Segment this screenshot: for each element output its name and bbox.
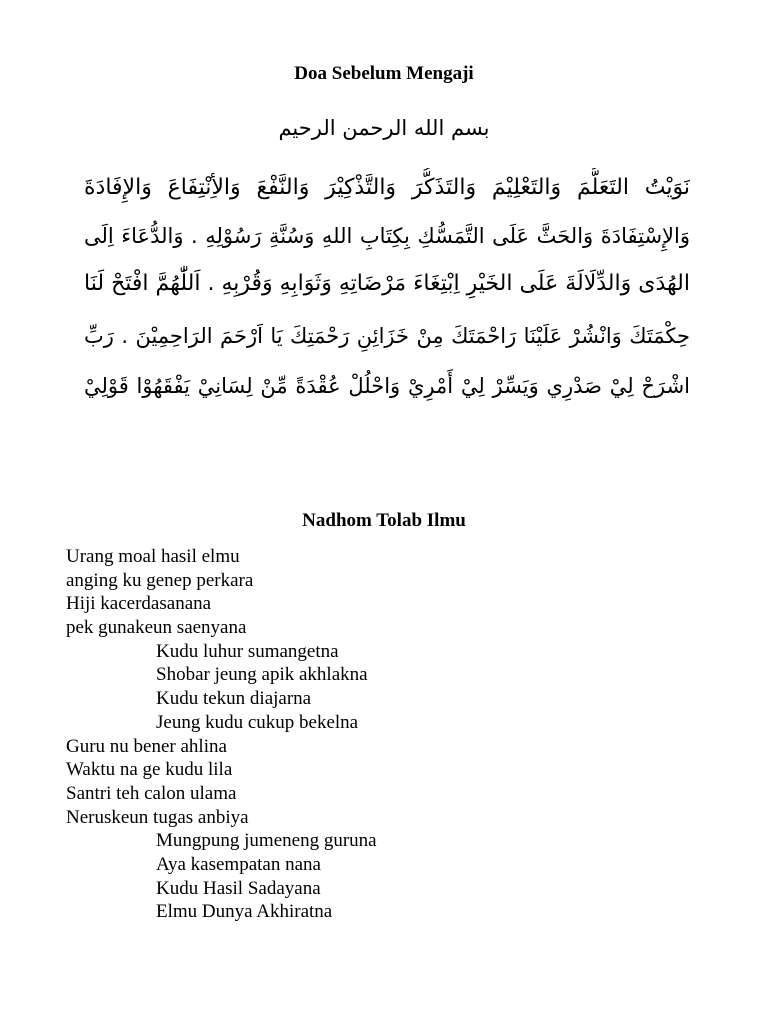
poem-line-indented: Jeung kudu cukup bekelna [156, 711, 359, 733]
poem-line: Neruskeun tugas anbiya [66, 806, 249, 828]
doa-title: Doa Sebelum Mengaji [294, 63, 474, 84]
poem-line-indented: Kudu Hasil Sadayana [156, 877, 321, 899]
poem-line: pek gunakeun saenyana [66, 617, 247, 639]
poem-line: Santri teh calon ulama [66, 782, 237, 804]
poem-line: Urang moal hasil elmu [66, 546, 240, 567]
poem-line: Hiji kacerdasanana [66, 593, 212, 615]
poem-line-indented: Aya kasempatan nana [156, 853, 321, 875]
basmala: بسم الله الرحمن الرحيم [278, 116, 490, 140]
arabic-prayer-line: اشْرَحْ لِيْ صَدْرِي وَيَسِّرْ لِيْ أَمْرِيْ وَاحْلُلْ عُقْدَةً مِّنْ لِسَانِيْ يَفْقَهُوْا قَوْلِيْ [84, 374, 690, 398]
nadhom-title: Nadhom Tolab Ilmu [302, 510, 466, 531]
poem-line-indented: Mungpung jumeneng guruna [156, 830, 377, 852]
arabic-prayer-line: نَوَيْتُ التَعَلُّمَ وَالتَعْلِيْمَ وَالتَذَكُّرَ وَالتَّذْكِيْرَ وَالنَّفْعَ وَالأِنْتِفَاعَ وَالإِفَادَةَ [84, 175, 690, 200]
poem-line: anging ku genep perkara [66, 569, 254, 591]
nadhom-poem [66, 545, 706, 924]
poem-line-indented: Shobar jeung apik akhlakna [156, 664, 368, 686]
arabic-prayer-line: حِكْمَتَكَ وَانْشُرْ عَلَيْنَا رَاحْمَتَكَ مِنْ خَزَائِنِ رَحْمَتِكَ يَا اَرْحَمَ الرَاحِمِيْنَ . رَبِّ [84, 324, 690, 348]
poem-line-indented: Kudu luhur sumangetna [156, 640, 339, 662]
poem-line: Waktu na ge kudu lila [66, 759, 233, 781]
poem-line-indented: Kudu tekun diajarna [156, 688, 312, 710]
arabic-prayer-line: وَالإِسْتِفَادَةَ وَالحَثَّ عَلَى التَّمَسُّكِ بِكِتَابِ اللهِ وَسُنَّةِ رَسُوْلِهِ . وَالدُّعَاءَ اِلَى [84, 224, 690, 248]
poem-line-indented: Elmu Dunya Akhiratna [156, 901, 333, 923]
poem-line: Guru nu bener ahlina [66, 735, 227, 757]
arabic-prayer-line: الهُدَى وَالدِّلَالَةَ عَلَى الخَيْرِ اِبْتِغَاءَ مَرْضَاتِهِ وَثَوَابِهِ وَقُرْبِهِ . اَللّٰهُمَّ افْتَحْ لَنَا [84, 271, 690, 296]
